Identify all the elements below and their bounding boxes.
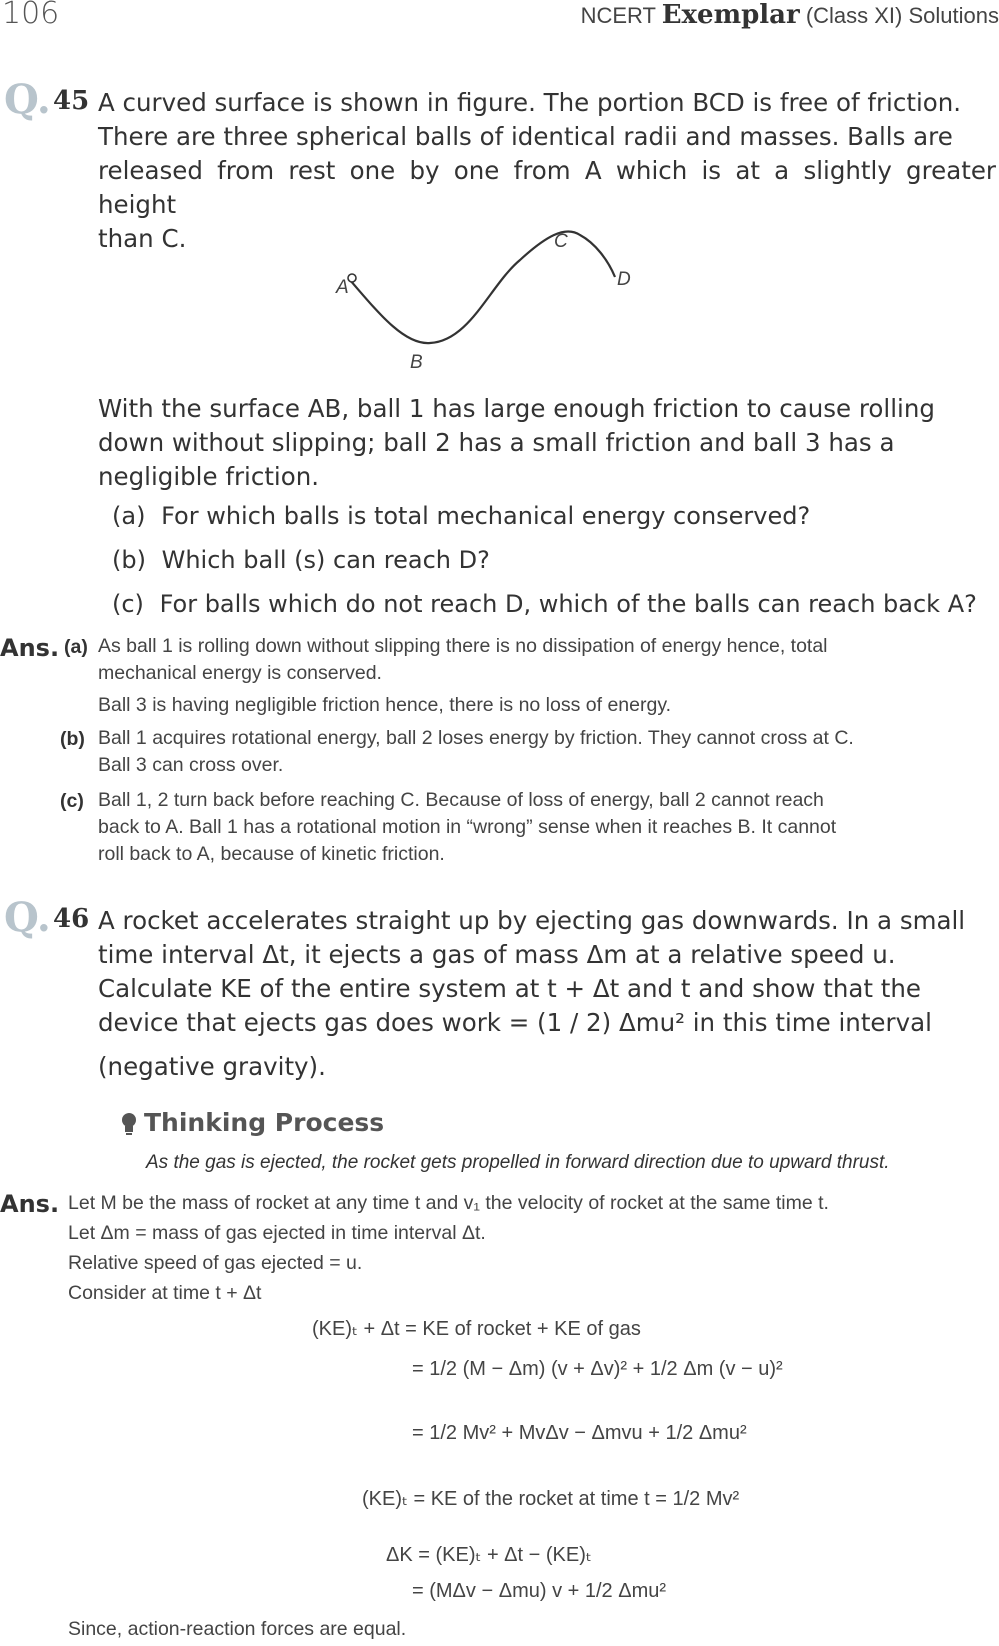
equation-3: = 1/2 Mv² + MvΔv − Δmvu + 1/2 Δmu²	[412, 1422, 747, 1444]
q46-line-3: Calculate KE of the entire system at t + Δt and t and show that the	[98, 974, 921, 1003]
q45-line-3: released from rest one by one from A which is at a slightly greater height	[98, 156, 996, 219]
question-number-45: 45	[53, 86, 90, 116]
q46-line-4: device that ejects gas does work = (1 / 2) Δmu² in this time interval	[98, 1008, 932, 1037]
a45-b-line-2: Ball 3 can cross over.	[98, 754, 284, 776]
q46-line-5: (negative gravity).	[98, 1052, 326, 1081]
q45-part-a-text: For which balls is total mechanical energy conserved?	[161, 502, 811, 530]
q45-part-b	[112, 546, 490, 574]
answer-45-label: Ans.	[0, 634, 60, 662]
q46-line-1: A rocket accelerates straight up by ejecting gas downwards. In a small	[98, 906, 966, 935]
q45-line-1: A curved surface is shown in figure. The portion BCD is free of friction.	[98, 88, 962, 117]
thinking-process-text: As the gas is ejected, the rocket gets propelled in forward direction due to upward thrust.	[146, 1152, 890, 1173]
a45-c-line-1: Ball 1, 2 turn back before reaching C. Because of loss of energy, ball 2 cannot reach	[98, 789, 824, 811]
figure-label-c: C	[554, 231, 568, 252]
a45-b-text	[98, 725, 998, 779]
a45-c-line-3: roll back to A, because of kinetic friction.	[98, 843, 445, 865]
question-46-text	[98, 904, 996, 1084]
a45-c-label: (c)	[60, 790, 84, 812]
equation-5: ΔK = (KE)ₜ + Δt − (KE)ₜ	[386, 1544, 592, 1566]
q45-para2-line-2: down without slipping; ball 2 has a small friction and ball 3 has a	[98, 428, 895, 457]
a45-a-line-2: mechanical energy is conserved.	[98, 662, 382, 684]
equation-4: (KE)ₜ = KE of the rocket at time t = 1/2 Mv²	[362, 1488, 740, 1510]
a45-a-line-3: Ball 3 is having negligible friction hence, there is no loss of energy.	[98, 694, 672, 716]
series-suffix: (Class XI) Solutions	[805, 3, 999, 28]
question-number-46: 46	[53, 904, 90, 934]
q45-para2-line-3: negligible friction.	[98, 462, 320, 491]
a45-b-label: (b)	[60, 728, 85, 750]
q45-part-c-label: (c)	[112, 590, 144, 618]
ball-marker	[348, 274, 356, 282]
page-number: 106	[2, 0, 60, 31]
a46-line-2: Let Δm = mass of gas ejected in time interval Δt.	[68, 1222, 486, 1244]
answer-46-label: Ans.	[0, 1190, 60, 1218]
a46-line-1: Let M be the mass of rocket at any time t and v₁ the velocity of rocket at the same time t.	[68, 1192, 829, 1214]
a45-a-line-1: As ball 1 is rolling down without slipping there is no dissipation of energy hence, total	[98, 635, 828, 657]
equation-2: = 1/2 (M − Δm) (v + Δv)² + 1/2 Δm (v − u)²	[412, 1358, 783, 1380]
q45-part-a-label: (a)	[112, 502, 146, 530]
figure-label-a: A	[336, 277, 349, 298]
a45-b-line-1: Ball 1 acquires rotational energy, ball 2 loses energy by friction. They cannot cross at C.	[98, 727, 854, 749]
a46-intro	[68, 1188, 998, 1308]
series-prefix: NCERT	[580, 3, 656, 28]
question-mark-45: Q.	[4, 76, 51, 123]
question-mark-46: Q.	[4, 894, 51, 941]
q45-line-2: There are three spherical balls of identical radii and masses. Balls are	[98, 122, 953, 151]
a45-c-text	[98, 787, 998, 868]
q45-line-4: than C.	[98, 224, 187, 253]
equation-6: = (MΔv − Δmu) v + 1/2 Δmu²	[412, 1580, 667, 1602]
a46-last-line: Since, action-reaction forces are equal.	[68, 1618, 407, 1640]
q46-line-2: time interval Δt, it ejects a gas of mass Δm at a relative speed u.	[98, 940, 896, 969]
a46-line-3: Relative speed of gas ejected = u.	[68, 1252, 363, 1274]
a45-a-text	[98, 633, 998, 719]
q45-part-b-label: (b)	[112, 546, 146, 574]
q45-part-c	[112, 590, 977, 618]
question-45-para2	[98, 392, 996, 494]
running-header	[581, 0, 999, 30]
curved-surface-figure	[320, 225, 680, 375]
q45-para2-line-1: With the surface AB, ball 1 has large enough friction to cause rolling	[98, 394, 935, 423]
figure-label-d: D	[617, 269, 631, 290]
a46-line-4: Consider at time t + Δt	[68, 1282, 262, 1304]
q45-part-b-text: Which ball (s) can reach D?	[161, 546, 490, 574]
thinking-process-title: Thinking Process	[144, 1108, 385, 1137]
q45-part-c-text: For balls which do not reach D, which of the balls can reach back A?	[159, 590, 977, 618]
q45-part-a	[112, 502, 810, 530]
a45-a-label: (a)	[64, 636, 88, 658]
series-title: Exemplar	[661, 0, 800, 30]
a45-c-line-2: back to A. Ball 1 has a rotational motion in “wrong” sense when it reaches B. It cannot	[98, 816, 837, 838]
equation-1: (KE)ₜ + Δt = KE of rocket + KE of gas	[312, 1318, 641, 1340]
figure-label-b: B	[410, 352, 423, 373]
lightbulb-icon	[120, 1112, 138, 1138]
curve-path	[350, 231, 615, 343]
